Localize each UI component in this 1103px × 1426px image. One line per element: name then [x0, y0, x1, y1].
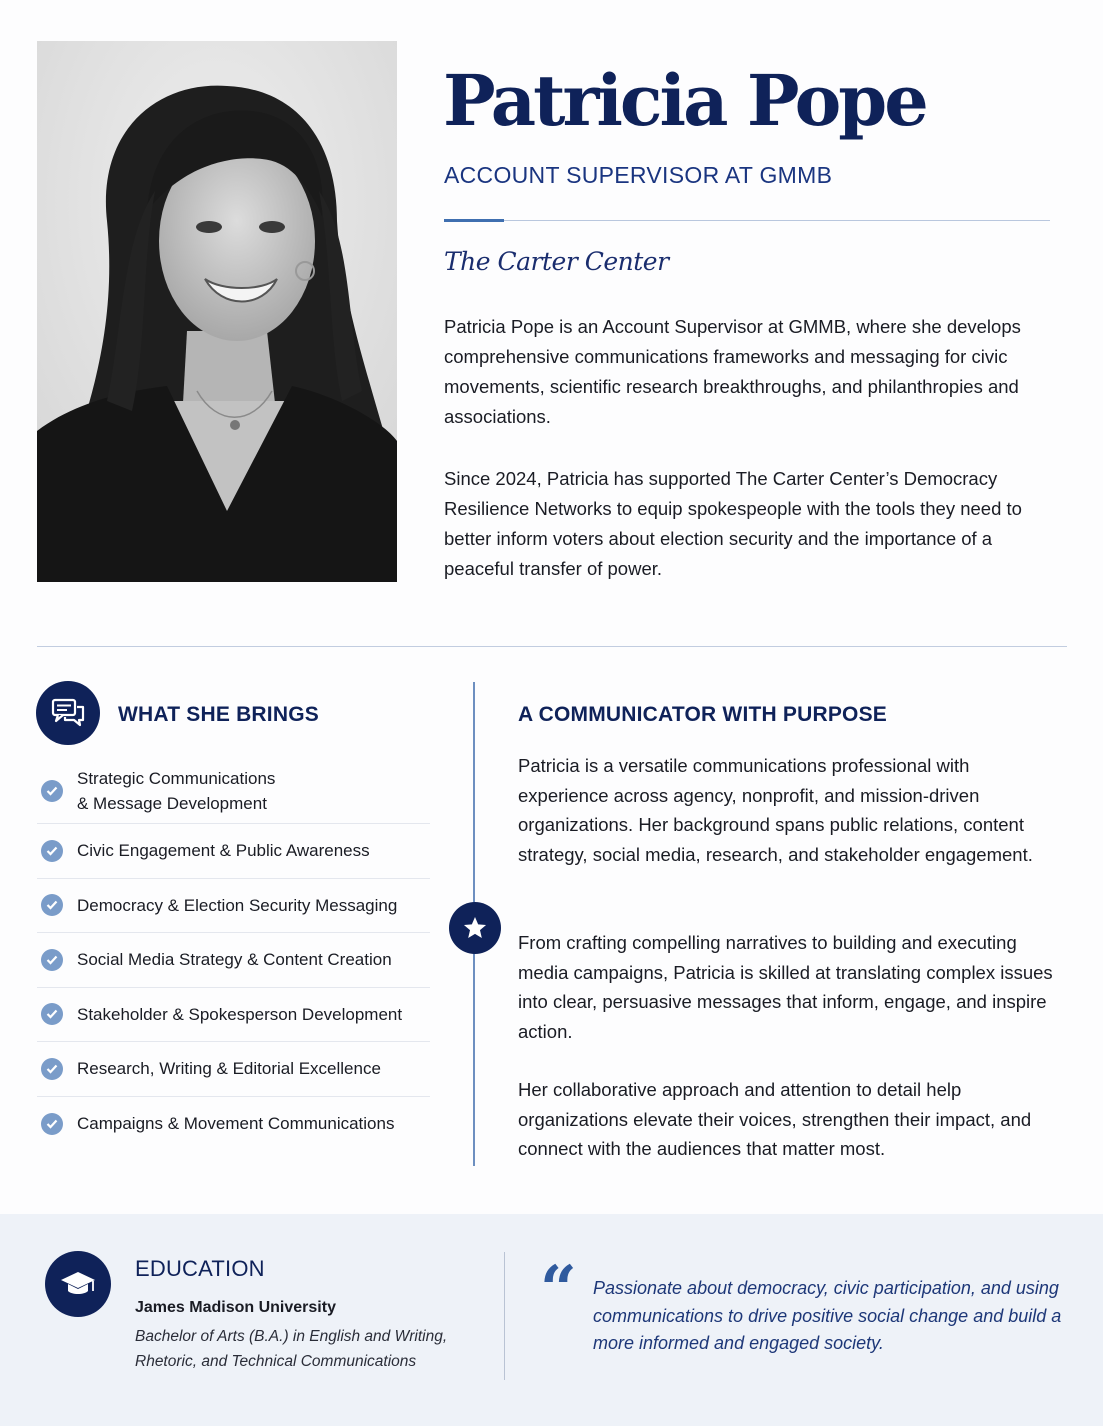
purpose-paragraph: Her collaborative approach and attention to detail help organizations elevate their voices, strengthen their impact, and connect with the audiences that matter most. [518, 1079, 1032, 1159]
check-circle-icon [41, 1003, 63, 1025]
list-item [37, 756, 430, 824]
check-circle-icon [41, 1058, 63, 1080]
list-item-label: Social Media Strategy & Content Creation [77, 950, 392, 970]
degree-text: Bachelor of Arts (B.A.) in English and Writing, Rhetoric, and Technical Communications [135, 1328, 448, 1370]
job-title: ACCOUNT SUPERVISOR AT GMMB [444, 162, 833, 188]
profile-photo [37, 41, 397, 582]
organization-name: The Carter Center [444, 247, 669, 276]
check-circle-icon [41, 894, 63, 916]
check-circle-icon [41, 840, 63, 862]
purpose-paragraph: Patricia is a versatile communications professional with experience across agency, nonprofit, and mission-driven organizations. Her background spans public relations, content strategy, social media, research, and stakeholder engagement. [518, 755, 1033, 865]
header-divider [444, 220, 1050, 221]
section-divider [37, 646, 1067, 647]
brings-heading: WHAT SHE BRINGS [118, 703, 319, 726]
list-item [37, 879, 430, 934]
check-circle-icon [41, 780, 63, 802]
quote-mark-icon: “ [540, 1252, 577, 1327]
bio-paragraph: Since 2024, Patricia has supported The Carter Center’s Democracy Resilience Networks to equip spokespeople with the tools they need to better inform voters about election security and the importance of a peaceful transfer of power. [444, 468, 1022, 579]
graduation-cap-icon [45, 1251, 111, 1317]
list-item [37, 1097, 430, 1152]
list-item [37, 824, 430, 879]
list-item-label: Research, Writing & Editorial Excellence [77, 1059, 381, 1079]
bio-paragraph: Patricia Pope is an Account Supervisor at GMMB, where she develops comprehensive communications frameworks and messaging for civic movements, scientific research breakthroughs, and philanthropies and associations. [444, 316, 1021, 427]
star-icon [449, 902, 501, 954]
list-item-label: Stakeholder & Spokesperson Development [77, 1004, 403, 1024]
list-item-label: Democracy & Election Security Messaging [77, 895, 398, 915]
quote-text: Passionate about democracy, civic participation, and using communications to drive positive social change and build a more informed and engaged society. [593, 1278, 1062, 1353]
header-accent-bar [444, 219, 504, 222]
list-item [37, 933, 430, 988]
band-divider [504, 1252, 505, 1380]
school-name: James Madison University [135, 1299, 336, 1316]
purpose-heading: A COMMUNICATOR WITH PURPOSE [518, 703, 888, 726]
skills-list [37, 756, 430, 1151]
list-item-label: Campaigns & Movement Communications [77, 1114, 395, 1134]
chat-bubbles-icon [36, 681, 100, 745]
list-item [37, 1042, 430, 1097]
purpose-paragraph: From crafting compelling narratives to building and executing media campaigns, Patricia is skilled at translating complex issues into clear, persuasive messages that inform, engage, and inspire action. [518, 932, 1053, 1042]
list-item-label: Civic Engagement & Public Awareness [77, 841, 370, 861]
list-item [37, 988, 430, 1043]
check-circle-icon [41, 1113, 63, 1135]
check-circle-icon [41, 949, 63, 971]
person-name: Patricia Pope [443, 59, 926, 142]
education-heading: EDUCATION [135, 1256, 265, 1281]
list-item-label: Strategic Communications & Message Development [77, 768, 276, 813]
